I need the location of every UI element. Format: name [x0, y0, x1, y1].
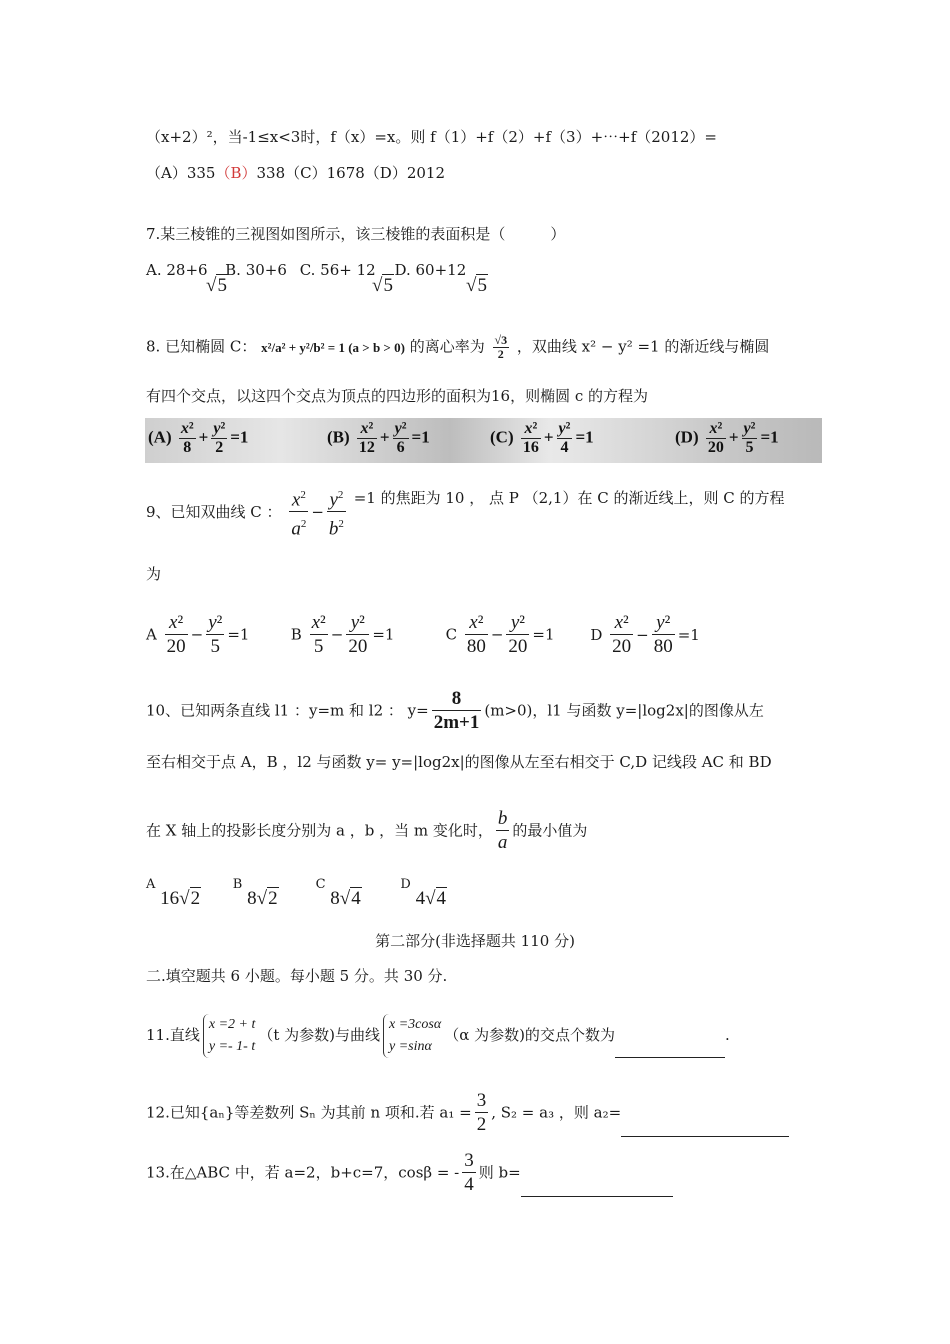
q8-prefix: 8. 已知椭圆 C： — [146, 337, 257, 356]
q8-option-c: (C) $\frac{\text{x²}}{16}$ + $\frac{\text{y²}}{4}$ =1 — [490, 420, 594, 456]
q11-curve-system: x =3cosα y =sinα — [383, 1014, 441, 1058]
q11-tail: （α 为参数)的交点个数为 — [444, 1026, 615, 1044]
q9-frac-x: $\frac{x^2}{a^2}$ — [289, 484, 308, 542]
q9-line2: 为 — [146, 565, 162, 583]
q7-root-a: √5 — [206, 275, 227, 296]
q8-eccentricity: $\frac{√3}{2}$ — [494, 333, 508, 361]
q13-answer-blank[interactable] — [521, 1180, 673, 1197]
q10-line2: 至右相交于点 A，B ，l2 与函数 y= y=|log2x|的图像从左至右相交于 C,D 记线段 AC 和 BD — [146, 753, 772, 771]
q7-option-c: C. 56+ 12 — [299, 261, 376, 279]
q10-options — [146, 872, 447, 912]
q6-option-cd: （C）1678（D）2012 — [285, 164, 445, 182]
q10-ratio: $\frac{b}{a}$ — [497, 808, 508, 853]
q10-line1 — [146, 688, 764, 735]
q9-prefix: 9、已知双曲线 C ： — [146, 502, 282, 521]
q7-option-b: B. 30+6 — [225, 261, 287, 279]
q10-line3-tail: 的最小值为 — [512, 821, 588, 840]
q8-option-a: (A) $\frac{\text{x²}}{8}$ + $\frac{\text{y²}}{2}$ =1 — [148, 420, 249, 456]
q8-option-d: (D) $\frac{\text{x²}}{20}$ + $\frac{\text{y²}}{5}$ =1 — [675, 420, 779, 456]
q12-tail: , S₂ = a₃ ，则 a₂= — [491, 1103, 622, 1122]
q9-option-b: B $\frac{\text{x²}}{5}$ − $\frac{\text{y²}}{20}$ =1 — [290, 612, 395, 657]
q8-option-b: (B) $\frac{\text{x²}}{12}$ + $\frac{\text{y²}}{6}$ =1 — [327, 420, 430, 456]
q6-stem-tail: （x+2）²，当-1≤x<3时，f（x）=x。则 f（1）+f（2）+f（3）+⋯+f（2012）= — [146, 128, 717, 146]
q10-fraction: $\frac{8}{2m+1}$ — [433, 688, 480, 733]
q9-option-a: A $\frac{\text{x²}}{20}$ − $\frac{\text{y²}}{5}$ =1 — [146, 612, 250, 657]
part2-section-heading: 二.填空题共 6 小题。每小题 5 分。共 30 分. — [146, 967, 448, 985]
q6-option-a: （A）335 — [146, 164, 216, 182]
q6-option-b-value: 338 — [256, 164, 286, 182]
q11-answer-blank[interactable] — [615, 1041, 725, 1058]
q8-options-scan — [145, 418, 822, 463]
q7-option-d: D. 60+12 — [394, 261, 467, 279]
q11-line-system: x =2 + t y =- 1- t — [203, 1014, 256, 1058]
q9-options — [146, 612, 700, 659]
q9-tail: =1 的焦距为 10 ， 点 P （2,1）在 C 的渐近线上，则 C 的方程 — [353, 488, 785, 507]
q10-prefix: 10、已知两条直线 l1 ：y=m 和 l2 ： y= — [146, 701, 429, 720]
q13-line — [146, 1150, 673, 1197]
q10-line3 — [146, 808, 587, 855]
part2-title: 第二部分(非选择题共 110 分) — [375, 932, 575, 950]
q7-root-c: √5 — [372, 275, 393, 296]
q13-tail: 则 b= — [478, 1163, 521, 1182]
q6-options — [146, 163, 445, 183]
q8-line1 — [146, 334, 769, 361]
q9-option-c: C $\frac{\text{x²}}{80}$ − $\frac{\text{y²}}{20}$ =1 — [445, 612, 555, 657]
q10-option-c: C 8√4 — [315, 877, 361, 909]
q9-option-d: D $\frac{\text{x²}}{20}$ − $\frac{\text{y²}}{80}$ =1 — [590, 612, 700, 657]
q8-line2: 有四个交点，以这四个交点为顶点的四边形的面积为16，则椭圆 c 的方程为 — [146, 387, 649, 405]
q8-ellipse-equation: x²/a² + y²/b² = 1 (a > b > 0) — [261, 339, 405, 355]
q11-mid: （t 为参数)与曲线 — [258, 1026, 381, 1044]
q9-frac-y: $\frac{y^2}{b^2}$ — [327, 484, 346, 542]
q13-prefix: 13.在△ABC 中，若 a=2，b+c=7，cosβ = - — [146, 1163, 460, 1182]
q6-option-b-label: （B） — [215, 164, 257, 182]
q12-prefix: 12.已知{aₙ}等差数列 Sₙ 为其前 n 项和.若 a₁ = — [146, 1103, 472, 1122]
q10-line3-prefix: 在 X 轴上的投影长度分别为 a ，b ，当 m 变化时， — [146, 821, 493, 840]
q10-tail: (m>0)，l1 与函数 y=|log2x|的图像从左 — [484, 701, 764, 720]
q8-tail: ，双曲线 x² − y² =1 的渐近线与椭圆 — [516, 337, 770, 356]
q12-fraction: $\frac{3}{2}$ — [476, 1090, 487, 1135]
q10-option-a: A 16√2 — [146, 877, 201, 909]
q13-fraction: $\frac{3}{4}$ — [464, 1150, 474, 1195]
q9-line1: 9、已知双曲线 C ： $\frac{x^2}{a^2}$ − $\frac{y^2}{b^2}$ =1 的焦距为 10 ， 点 P （2,1）在 C 的渐近线上，则 C 的方程 — [146, 484, 785, 542]
q11-line: 11.直线 x =2 + t y =- 1- t （t 为参数)与曲线 x =3cosα y =sinα （α 为参数)的交点个数为 . — [146, 1014, 730, 1058]
q10-option-b: B 8√2 — [232, 877, 278, 909]
q7-option-a: A. 28+6 — [146, 261, 208, 279]
q11-prefix: 11.直线 — [146, 1026, 200, 1044]
q7-options — [146, 260, 466, 280]
q7-stem: 7.某三棱锥的三视图如图所示，该三棱锥的表面积是（ ） — [146, 225, 566, 243]
q12-answer-blank[interactable] — [621, 1120, 789, 1137]
q7-root-d: √5 — [466, 275, 487, 296]
q10-option-d: D 4√4 — [400, 877, 446, 909]
q8-mid: 的离心率为 — [409, 337, 485, 356]
q12-line — [146, 1090, 789, 1137]
